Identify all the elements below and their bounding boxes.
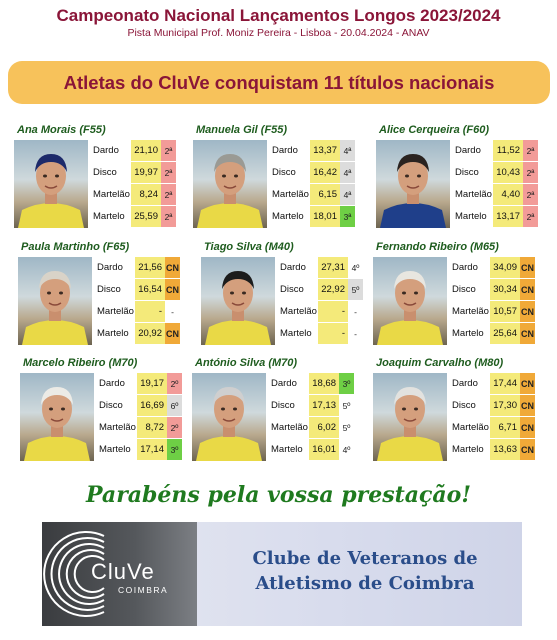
- result-place: 2º: [167, 417, 182, 438]
- result-place: CN: [165, 279, 180, 300]
- result-place: 4º: [348, 257, 363, 278]
- result-place: 3ª: [340, 206, 355, 227]
- result-row: [268, 206, 355, 228]
- result-mark: 17,30: [490, 395, 520, 416]
- result-row: [89, 140, 176, 162]
- result-place: 2ª: [523, 184, 538, 205]
- result-place: 2ª: [161, 162, 176, 183]
- result-row: [95, 439, 182, 461]
- result-mark: 16,69: [137, 395, 167, 416]
- result-mark: 6,71: [490, 417, 520, 438]
- result-mark: 34,09: [490, 257, 520, 278]
- result-row: [268, 140, 355, 162]
- event-name: Disco: [448, 395, 490, 416]
- result-place: -: [348, 301, 363, 322]
- page-subtitle: Pista Municipal Prof. Moniz Pereira - Lisboa - 20.04.2024 - ANAV: [127, 27, 430, 39]
- result-mark: 25,59: [131, 206, 161, 227]
- results-table: [448, 257, 535, 345]
- event-name: Martelão: [448, 417, 490, 438]
- page-title: Campeonato Nacional Lançamentos Longos 2023/2024: [56, 6, 501, 25]
- result-row: [89, 162, 176, 184]
- result-place: CN: [165, 257, 180, 278]
- event-name: Dardo: [448, 257, 490, 278]
- athlete-photo: [373, 373, 447, 461]
- result-mark: 21,56: [135, 257, 165, 278]
- result-mark: -: [135, 301, 165, 322]
- result-mark: 30,34: [490, 279, 520, 300]
- result-place: 3º: [167, 439, 182, 460]
- event-name: Martelão: [448, 301, 490, 322]
- club-name: [230, 546, 500, 596]
- event-name: Dardo: [95, 373, 137, 394]
- event-name: Disco: [267, 395, 309, 416]
- event-name: Dardo: [268, 140, 310, 161]
- logo-city: COIMBRA: [118, 585, 169, 595]
- result-row: [451, 206, 538, 228]
- result-mark: 21,10: [131, 140, 161, 161]
- result-place: 2ª: [161, 206, 176, 227]
- results-table: [89, 140, 176, 228]
- result-mark: 18,01: [310, 206, 340, 227]
- result-place: CN: [520, 301, 535, 322]
- result-mark: 22,92: [318, 279, 348, 300]
- result-place: CN: [520, 279, 535, 300]
- results-table: [268, 140, 355, 228]
- result-place: 3º: [339, 373, 354, 394]
- result-row: [267, 373, 354, 395]
- result-mark: 13,17: [493, 206, 523, 227]
- result-row: [268, 184, 355, 206]
- result-row: [448, 395, 535, 417]
- result-place: 2ª: [161, 140, 176, 161]
- result-place: 5º: [339, 395, 354, 416]
- result-mark: 8,72: [137, 417, 167, 438]
- result-place: 2ª: [523, 140, 538, 161]
- result-mark: 25,64: [490, 323, 520, 344]
- athlete-photo-icon: [373, 257, 447, 345]
- result-row: [448, 279, 535, 301]
- logo-wordmark: CluVe: [91, 559, 155, 584]
- event-name: Dardo: [451, 140, 493, 161]
- club-name-line1: Clube de Veteranos de: [252, 548, 478, 569]
- result-mark: 16,01: [309, 439, 339, 460]
- results-table: [93, 257, 180, 345]
- results-table: [276, 257, 363, 345]
- event-name: Martelão: [267, 417, 309, 438]
- athlete-photo-icon: [376, 140, 450, 228]
- result-row: [448, 301, 535, 323]
- result-row: [451, 184, 538, 206]
- event-name: Martelo: [451, 206, 493, 227]
- athlete-name: Joaquim Carvalho (M80): [376, 357, 504, 369]
- athlete-photo: [376, 140, 450, 228]
- result-place: CN: [520, 439, 535, 460]
- event-name: Martelo: [268, 206, 310, 227]
- result-mark: 4,40: [493, 184, 523, 205]
- result-place: 2ª: [161, 184, 176, 205]
- result-row: [448, 417, 535, 439]
- result-place: 4ª: [340, 184, 355, 205]
- result-row: [276, 257, 363, 279]
- athlete-photo: [201, 257, 275, 345]
- result-row: [93, 279, 180, 301]
- result-place: CN: [520, 373, 535, 394]
- event-name: Martelo: [267, 439, 309, 460]
- result-mark: 20,92: [135, 323, 165, 344]
- athlete-name: António Silva (M70): [195, 357, 298, 369]
- results-table: [448, 373, 535, 461]
- result-place: CN: [520, 323, 535, 344]
- result-mark: 16,42: [310, 162, 340, 183]
- event-name: Dardo: [276, 257, 318, 278]
- result-place: -: [348, 323, 363, 344]
- result-place: 6º: [167, 395, 182, 416]
- result-row: [95, 373, 182, 395]
- athlete-photo-icon: [373, 373, 447, 461]
- athlete-photo: [18, 257, 92, 345]
- result-place: 2ª: [523, 162, 538, 183]
- event-name: Martelão: [451, 184, 493, 205]
- congratulations-message: Parabéns pela vossa prestação!: [85, 482, 472, 508]
- result-row: [95, 395, 182, 417]
- result-row: [448, 439, 535, 461]
- result-mark: 13,37: [310, 140, 340, 161]
- event-name: Martelão: [93, 301, 135, 322]
- result-place: CN: [520, 257, 535, 278]
- athlete-name: Marcelo Ribeiro (M70): [23, 357, 138, 369]
- result-row: [448, 257, 535, 279]
- result-mark: 10,43: [493, 162, 523, 183]
- results-table: [451, 140, 538, 228]
- athlete-photo: [373, 257, 447, 345]
- result-row: [267, 417, 354, 439]
- athlete-name: Fernando Ribeiro (M65): [376, 241, 499, 253]
- event-name: Disco: [89, 162, 131, 183]
- result-row: [448, 373, 535, 395]
- event-name: Martelão: [268, 184, 310, 205]
- result-place: CN: [520, 417, 535, 438]
- athlete-name: Ana Morais (F55): [17, 124, 106, 136]
- result-mark: 11,52: [493, 140, 523, 161]
- result-row: [89, 206, 176, 228]
- result-mark: 8,24: [131, 184, 161, 205]
- event-name: Martelo: [89, 206, 131, 227]
- result-place: 4ª: [340, 140, 355, 161]
- result-place: CN: [520, 395, 535, 416]
- event-name: Dardo: [267, 373, 309, 394]
- athlete-photo: [193, 140, 267, 228]
- athlete-photo-icon: [193, 140, 267, 228]
- result-mark: 19,17: [137, 373, 167, 394]
- result-mark: 6,15: [310, 184, 340, 205]
- results-table: [95, 373, 182, 461]
- results-table: [267, 373, 354, 461]
- event-name: Martelo: [95, 439, 137, 460]
- result-mark: 6,02: [309, 417, 339, 438]
- event-name: Martelão: [89, 184, 131, 205]
- event-name: Dardo: [93, 257, 135, 278]
- event-name: Martelo: [448, 439, 490, 460]
- athlete-photo: [14, 140, 88, 228]
- athlete-photo-icon: [20, 373, 94, 461]
- result-mark: 17,13: [309, 395, 339, 416]
- club-footer: [42, 522, 522, 626]
- event-name: Disco: [268, 162, 310, 183]
- result-row: [267, 395, 354, 417]
- result-row: [276, 279, 363, 301]
- result-mark: 27,31: [318, 257, 348, 278]
- event-name: Disco: [276, 279, 318, 300]
- result-place: 2ª: [523, 206, 538, 227]
- result-row: [268, 162, 355, 184]
- result-row: [451, 140, 538, 162]
- result-mark: -: [318, 301, 348, 322]
- result-place: 5º: [339, 417, 354, 438]
- event-name: Martelo: [448, 323, 490, 344]
- event-name: Disco: [448, 279, 490, 300]
- event-name: Martelo: [93, 323, 135, 344]
- result-mark: -: [318, 323, 348, 344]
- event-name: Disco: [95, 395, 137, 416]
- result-mark: 17,44: [490, 373, 520, 394]
- result-mark: 19,97: [131, 162, 161, 183]
- result-place: 4ª: [340, 162, 355, 183]
- result-row: [267, 439, 354, 461]
- club-name-line2: Atletismo de Coimbra: [255, 573, 475, 594]
- athlete-name: Paula Martinho (F65): [21, 241, 130, 253]
- result-row: [276, 323, 363, 345]
- result-mark: 10,57: [490, 301, 520, 322]
- athlete-photo-icon: [192, 373, 266, 461]
- result-place: 5º: [348, 279, 363, 300]
- athlete-photo: [192, 373, 266, 461]
- result-mark: 18,68: [309, 373, 339, 394]
- result-row: [95, 417, 182, 439]
- result-row: [89, 184, 176, 206]
- event-name: Martelo: [276, 323, 318, 344]
- result-row: [451, 162, 538, 184]
- event-name: Dardo: [89, 140, 131, 161]
- athlete-name: Tiago Silva (M40): [204, 241, 294, 253]
- headline-text: Atletas do CluVe conquistam 11 títulos nacionais: [63, 71, 495, 93]
- event-name: Martelão: [276, 301, 318, 322]
- cluve-logo: [42, 522, 197, 626]
- result-place: 2º: [167, 373, 182, 394]
- result-mark: 17,14: [137, 439, 167, 460]
- athlete-photo-icon: [201, 257, 275, 345]
- athlete-name: Manuela Gil (F55): [196, 124, 288, 136]
- result-place: 4º: [339, 439, 354, 460]
- athlete-name: Alice Cerqueira (F60): [379, 124, 490, 136]
- result-row: [93, 323, 180, 345]
- result-row: [276, 301, 363, 323]
- athlete-photo-icon: [18, 257, 92, 345]
- result-place: CN: [165, 323, 180, 344]
- headline-banner: [8, 61, 550, 104]
- athlete-photo: [20, 373, 94, 461]
- event-name: Martelão: [95, 417, 137, 438]
- result-row: [448, 323, 535, 345]
- result-mark: 13,63: [490, 439, 520, 460]
- event-name: Dardo: [448, 373, 490, 394]
- result-row: [93, 257, 180, 279]
- event-name: Disco: [451, 162, 493, 183]
- result-row: [93, 301, 180, 323]
- event-name: Disco: [93, 279, 135, 300]
- result-mark: 16,54: [135, 279, 165, 300]
- athlete-photo-icon: [14, 140, 88, 228]
- result-place: -: [165, 301, 180, 322]
